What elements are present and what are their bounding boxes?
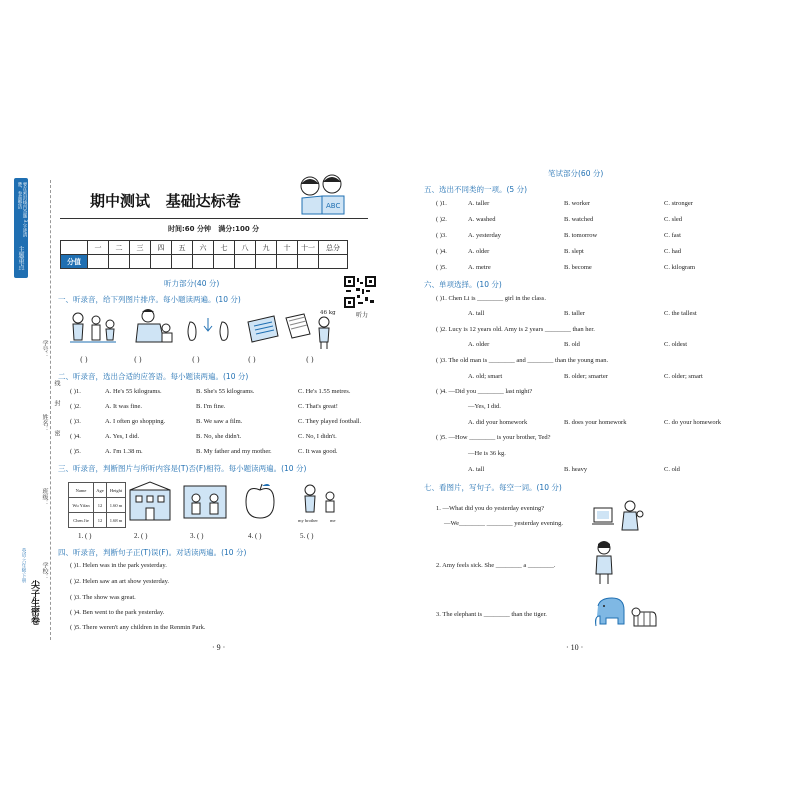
s3-mini-cell: Chen Jie — [69, 513, 94, 528]
s6-q2-stem[interactable]: ( )2. Lucy is 12 years old. Amy is 2 years ________ than her. — [436, 326, 595, 333]
seal-word-seal: 封 — [53, 400, 60, 406]
kids-reading-illustration — [292, 172, 354, 216]
score-table-header-label: 题号 — [61, 241, 88, 255]
s2-q1-option-c: C. He's 1.55 metres. — [298, 388, 351, 395]
score-cell[interactable] — [319, 255, 348, 269]
s2-q4-number[interactable]: ( )4. — [70, 433, 81, 440]
s2-q1-option-a: A. He's 55 kilograms. — [105, 388, 162, 395]
section-6-title: 六、单项选择。(10 分) — [424, 280, 502, 289]
s3-answer-blank-1[interactable]: 1. ( ) — [78, 532, 92, 540]
s5-q4-number[interactable]: ( )4. — [436, 248, 447, 255]
s6-q4-option-a: A. did your homework — [468, 419, 528, 426]
section-2-title: 二、听录音，选出合适的应答语。每小题读两遍。(10 分) — [58, 372, 249, 381]
s1-answer-blank-1[interactable]: ( ) — [80, 356, 88, 364]
section-5-title: 五、选出不同类的一项。(5 分) — [424, 185, 528, 194]
s3-answer-blank-3[interactable]: 3. ( ) — [190, 532, 204, 540]
score-col: 五 — [172, 241, 193, 255]
sidebar-field-name: 姓名： — [41, 414, 48, 432]
writing-title: 笔试部分(60 分) — [548, 169, 604, 178]
s6-q1-option-a: A. tall — [468, 310, 485, 317]
s5-q3-option-b: B. tomorrow — [564, 232, 598, 239]
s1-answer-blank-3[interactable]: ( ) — [192, 356, 200, 364]
s3-answer-blank-5[interactable]: 5. ( ) — [300, 532, 314, 540]
picture-2-mother-child-icon — [130, 308, 180, 346]
score-col: 八 — [235, 241, 256, 255]
weight-label: 46 kg — [320, 310, 336, 316]
score-table-header-row — [61, 241, 348, 255]
sidebar-field-student-id: 学号： — [41, 340, 48, 358]
s5-q4-option-b: B. slept — [564, 248, 584, 255]
s5-q2-option-c: C. sled — [664, 216, 683, 223]
s5-q3-option-a: A. yesterday — [468, 232, 501, 239]
sidebar-badge-text: 主题重点 — [17, 246, 24, 270]
s4-statement-5[interactable]: ( )5. There weren't any children in the Renmin Park. — [70, 624, 206, 631]
s3-mini-cell: 1.68 m — [107, 513, 126, 528]
score-cell[interactable] — [172, 255, 193, 269]
time-info: 时间:60 分钟 满分:100 分 — [168, 225, 260, 233]
score-col: 四 — [151, 241, 172, 255]
score-cell[interactable] — [151, 255, 172, 269]
svg-text:ABC: ABC — [326, 202, 341, 210]
s3-picture-5-brothers-icon — [298, 484, 342, 520]
s3-mini-table — [68, 482, 126, 528]
s4-statement-1[interactable]: ( )1. Helen was in the park yesterday. — [70, 562, 167, 569]
score-cell[interactable] — [298, 255, 319, 269]
score-col: 十 — [277, 241, 298, 255]
s2-q2-number[interactable]: ( )2. — [70, 403, 81, 410]
s6-q3-option-a: A. old; smart — [468, 373, 503, 380]
score-col: 七 — [214, 241, 235, 255]
s2-q5-number[interactable]: ( )5. — [70, 448, 81, 455]
s5-q1-option-a: A. taller — [468, 200, 490, 207]
s2-q5-option-c: C. It was good. — [298, 448, 338, 455]
s3-mini-cell: 12 — [94, 513, 107, 528]
s6-q4-reply: —Yes, I did. — [468, 403, 501, 410]
s5-q4-option-a: A. older — [468, 248, 490, 255]
s6-q3-stem[interactable]: ( )3. The old man is ________ and ________ than the young man. — [436, 357, 609, 364]
s2-q1-number[interactable]: ( )1. — [70, 388, 81, 395]
s7-q1-question: 1. —What did you do yesterday evening? — [436, 505, 545, 512]
score-col: 六 — [193, 241, 214, 255]
qr-caption: 听力 — [356, 312, 369, 319]
s2-q2-option-c: C. That's great! — [298, 403, 338, 410]
score-cell[interactable] — [256, 255, 277, 269]
page-number-right: · 10 · — [566, 643, 584, 652]
s5-q4-option-c: C. had — [664, 248, 681, 255]
s7-q3-sentence[interactable]: 3. The elephant is ________ than the tiger. — [436, 611, 547, 618]
s6-q5-stem[interactable]: ( )5. —How ________ is your brother, Ted? — [436, 434, 551, 441]
s1-answer-blank-2[interactable]: ( ) — [134, 356, 142, 364]
s3-mini-table-header — [69, 483, 126, 498]
s3-mini-table-row — [69, 513, 126, 528]
s6-q4-stem[interactable]: ( )4. —Did you ________ last night? — [436, 388, 533, 395]
score-table-score-row — [61, 255, 348, 269]
s2-q5-option-a: A. I'm 1.38 m. — [105, 448, 143, 455]
s6-q3-option-b: B. older; smarter — [564, 373, 608, 380]
s5-q5-option-c: C. kilogram — [664, 264, 696, 271]
s2-q3-option-c: C. They played football. — [298, 418, 362, 425]
picture-3-feet-icon — [184, 318, 234, 344]
s5-q5-option-a: A. metre — [468, 264, 491, 271]
s5-q1-number[interactable]: ( )1. — [436, 200, 447, 207]
s5-q2-number[interactable]: ( )2. — [436, 216, 447, 223]
score-col: 九 — [256, 241, 277, 255]
section-7-title: 七、看图片，写句子。每空一词。(10 分) — [424, 483, 562, 492]
s3-picture-2-building-icon — [128, 480, 172, 522]
brother-label: my brother — [298, 518, 318, 523]
s5-q2-option-b: B. watched — [564, 216, 594, 223]
s3-mini-header-cell: Name — [69, 483, 94, 498]
picture-5-book-icon — [284, 312, 312, 342]
s2-q1-option-b: B. She's 55 kilograms. — [196, 388, 255, 395]
s3-answer-blank-2[interactable]: 2. ( ) — [134, 532, 148, 540]
s3-mini-cell: 12 — [94, 498, 107, 513]
listening-title: 听力部分(40 分) — [164, 279, 220, 288]
score-cell[interactable] — [277, 255, 298, 269]
seal-line — [50, 180, 51, 640]
score-col: 一 — [88, 241, 109, 255]
s4-statement-4[interactable]: ( )4. Ben went to the park yesterday. — [70, 609, 165, 616]
s6-q5-option-c: C. old — [664, 466, 680, 473]
s2-q5-option-b: B. My father and my mother. — [196, 448, 272, 455]
s2-q4-option-a: A. Yes, I did. — [105, 433, 140, 440]
score-cell[interactable] — [214, 255, 235, 269]
seal-word-secret: 密 — [53, 430, 60, 436]
seal-word-line: 线 — [53, 380, 60, 386]
s3-mini-header-cell: Age — [94, 483, 107, 498]
s6-q1-option-c: C. the tallest — [664, 310, 697, 317]
s6-q5-option-b: B. heavy — [564, 466, 588, 473]
s7-q3-tiger-icon — [630, 606, 658, 628]
me-label: me — [330, 518, 336, 523]
sidebar-brand: 尖子生密卷 — [29, 580, 39, 625]
s7-q1-family-tv-icon — [590, 498, 646, 532]
score-cell[interactable] — [130, 255, 151, 269]
s7-q3-elephant-icon — [592, 596, 630, 630]
s7-q2-sick-girl-icon — [590, 540, 618, 586]
score-cell[interactable] — [109, 255, 130, 269]
s2-q2-option-b: B. I'm fine. — [196, 403, 226, 410]
s2-q4-option-c: C. No, I didn't. — [298, 433, 337, 440]
s3-answer-blank-4[interactable]: 4. ( ) — [248, 532, 262, 540]
sidebar-field-school: 学校： — [41, 562, 48, 580]
picture-1-family-icon — [68, 310, 118, 346]
score-table — [60, 240, 348, 269]
s6-q4-option-b: B. does your homework — [564, 419, 627, 426]
score-cell[interactable] — [88, 255, 109, 269]
s3-mini-table-row — [69, 498, 126, 513]
s3-picture-4-apple-icon — [242, 482, 278, 522]
qr-code-icon — [344, 276, 376, 308]
s5-q5-number[interactable]: ( )5. — [436, 264, 447, 271]
score-cell[interactable] — [193, 255, 214, 269]
s6-q5-reply: —He is 36 kg. — [468, 450, 506, 457]
s5-q1-option-c: C. stronger — [664, 200, 693, 207]
sidebar-brand-sub: 英语·六年级·下册 — [21, 548, 26, 583]
sidebar-notes: 1.写清学校、姓名、学号 2.不要在密封线内答题 3.字迹清楚，卷面整洁 — [17, 182, 32, 242]
picture-4-scale-icon — [244, 312, 280, 344]
page-title: 期中测试 基础达标卷 — [90, 192, 241, 210]
score-col: 十一 — [298, 241, 319, 255]
s6-q4-option-c: C. do your homework — [664, 419, 722, 426]
section-3-title: 三、听录音，判断图片与所听内容是(T)否(F)相符。每小题读两遍。(10 分) — [58, 464, 307, 473]
s4-statement-2[interactable]: ( )2. Helen saw an art show yesterday. — [70, 578, 170, 585]
score-cell[interactable] — [235, 255, 256, 269]
s2-q3-number[interactable]: ( )3. — [70, 418, 81, 425]
s2-q4-option-b: B. No, she didn't. — [196, 433, 242, 440]
s6-q1-stem[interactable]: ( )1. Chen Li is ________ girl in the class. — [436, 295, 546, 302]
s2-q3-option-a: A. I often go shopping. — [105, 418, 166, 425]
score-col: 三 — [130, 241, 151, 255]
s3-picture-3-painting-icon — [182, 484, 228, 520]
s6-q3-option-c: C. older; smart — [664, 373, 703, 380]
s6-q2-option-a: A. older — [468, 341, 490, 348]
s6-q2-option-c: C. oldest — [664, 341, 688, 348]
s6-q2-option-b: B. old — [564, 341, 580, 348]
s2-q3-option-b: B. We saw a film. — [196, 418, 243, 425]
s5-q5-option-b: B. become — [564, 264, 592, 271]
section-1-title: 一、听录音，给下列图片排序。每小题读两遍。(10 分) — [58, 295, 241, 304]
score-table-score-label: 分值 — [61, 255, 88, 269]
sidebar-field-class: 班级： — [41, 488, 48, 506]
s3-mini-header-cell: Height — [107, 483, 126, 498]
s6-q5-option-a: A. tall — [468, 466, 485, 473]
page-number-left: · 9 · — [212, 643, 226, 652]
score-col: 总分 — [319, 241, 348, 255]
s7-q1-answer-line[interactable]: —We________ ________ yesterday evening. — [444, 520, 563, 527]
s3-mini-cell: Wu Yifan — [69, 498, 94, 513]
score-col: 二 — [109, 241, 130, 255]
s5-q2-option-a: A. washed — [468, 216, 496, 223]
s5-q1-option-b: B. worker — [564, 200, 590, 207]
title-rule — [60, 218, 368, 219]
s2-q2-option-a: A. It was fine. — [105, 403, 143, 410]
s5-q3-number[interactable]: ( )3. — [436, 232, 447, 239]
s7-q2-sentence[interactable]: 2. Amy feels sick. She ________ a ________. — [436, 562, 556, 569]
s5-q3-option-c: C. fast — [664, 232, 681, 239]
s6-q1-option-b: B. taller — [564, 310, 585, 317]
s3-mini-cell: 1.60 m — [107, 498, 126, 513]
s4-statement-3[interactable]: ( )3. The show was great. — [70, 594, 136, 601]
s1-answer-blank-5[interactable]: ( ) — [306, 356, 314, 364]
picture-5-child-icon — [316, 316, 332, 350]
s1-answer-blank-4[interactable]: ( ) — [248, 356, 256, 364]
section-4-title: 四、听录音，判断句子正(T)误(F)。对话读两遍。(10 分) — [58, 548, 247, 557]
